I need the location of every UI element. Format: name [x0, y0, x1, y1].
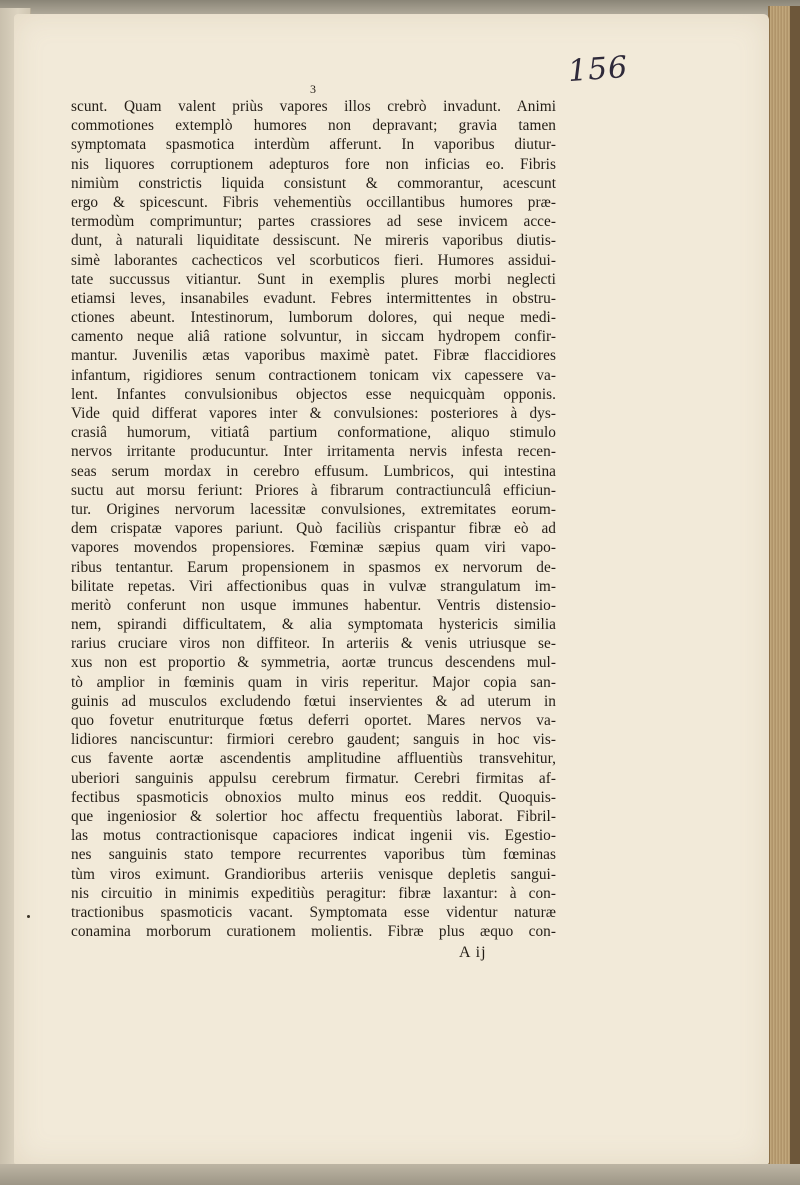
text-line: symptomata spasmotica interdùm afferunt. In vaporibus diutur-: [71, 136, 556, 154]
text-line: infantum, rigidiores senum contractionem tonicam vix capessere va-: [71, 366, 556, 384]
text-line: cus favente aortæ ascendentis amplitudine affluentiùs transvehitur,: [71, 750, 556, 768]
text-line: ctiones abeunt. Intestinorum, lumborum dolores, qui neque medi-: [71, 309, 556, 327]
text-line: vapores movendos propensiores. Fœminæ sæpius quam viri vapo-: [71, 539, 556, 557]
text-line: meritò conferunt non usque immunes habentur. Ventris distensio-: [71, 596, 556, 614]
text-line: fectibus spasmoticis obnoxios multo minus eos reddit. Quoquis-: [71, 788, 556, 806]
text-line: lent. Infantes convulsionibus objectos esse nequicquàm opponis.: [71, 385, 556, 403]
scan-bottom-shadow: [0, 1164, 800, 1185]
page-number: 3: [310, 82, 316, 96]
text-line: nes sanguinis stato tempore recurrentes vaporibus tùm fœminas: [71, 846, 556, 864]
text-line: termodùm comprimuntur; partes crassiores ad sese invicem acce-: [71, 213, 556, 231]
text-line: crasiâ humorum, vitiatâ partium conformatione, aliquo stimulo: [71, 424, 556, 442]
text-line: uberiori sanguinis appulsu cerebrum firmatur. Cerebri firmitas af-: [71, 769, 556, 787]
handwritten-folio-number: 156: [566, 49, 630, 90]
text-line: las motus contractionisque capaciores indicat ingenii vis. Egestio-: [71, 827, 556, 845]
text-line: mantur. Juvenilis ætas vaporibus maximè patet. Fibræ flaccidiores: [71, 347, 556, 365]
text-line: que ingeniosior & solertior hoc affectu frequentiùs laborat. Fibril-: [71, 807, 556, 825]
signature-mark: A ij: [459, 944, 487, 961]
text-line: tractionibus spasmoticis vacant. Symptomata esse videntur naturæ: [71, 903, 556, 921]
text-line: tùm viros eximunt. Grandioribus arteriis venisque depletis sangui-: [71, 865, 556, 883]
text-line: suctu aut morsu feriunt: Priores à fibrarum contractiunculâ efficiun-: [71, 481, 556, 499]
text-line: scunt. Quam valent priùs vapores illos crebrò invadunt. Animi: [71, 98, 556, 115]
text-line: quo fovetur enutriturque fœtus deferri oportet. Mares nervos va-: [71, 712, 556, 729]
text-line: etiamsi leves, insanabiles evadunt. Febres intermittentes in obstru-: [71, 289, 556, 307]
text-line: dunt, à naturali liquiditate dessiscunt. Ne mireris vaporibus diutis-: [71, 232, 556, 250]
text-line: camento neque aliâ ratione solvuntur, in siccam hydropem confir-: [71, 328, 556, 346]
text-line: simè laborantes cachecticos vel scorbuticos fieri. Humores assidui-: [71, 251, 556, 269]
text-line: lidiores nanciscuntur: firmiori cerebro gaudent; sanguis in hoc vis-: [71, 731, 556, 749]
text-line: rarius cruciare viros non diffiteor. In arteriis & venis utriusque se-: [71, 635, 556, 653]
ink-speck: [27, 915, 30, 918]
text-line: nervos irritante producuntur. Inter irritamenta nervis infesta recen-: [71, 443, 556, 461]
text-line: ergo & spicescunt. Fibris vehementiùs occillantibus humores præ-: [71, 193, 556, 211]
text-line: guinis ad musculos excludendo fœtui inservientes & ad uterum in: [71, 692, 556, 710]
text-line: tate succussus vitiantur. Sunt in exemplis plures morbi neglecti: [71, 270, 556, 288]
text-line: conamina morborum curationem molientis. Fibræ plus æquo con-: [71, 923, 556, 941]
text-line: ribus tentantur. Earum propensionem in spasmos ex nervorum de-: [71, 558, 556, 576]
text-line: commotiones extemplò humores non depravant; gravia tamen: [71, 117, 556, 135]
text-line: Vide quid differat vapores inter & convulsiones: posteriores à dys-: [71, 405, 556, 422]
text-line: seas serum mordax in cerebro effusum. Lumbricos, qui intestina: [71, 462, 556, 480]
text-line: nis liquores corruptionem adepturos fore non inficias eo. Fibris: [71, 155, 556, 173]
text-line: nimiùm constrictis liquida consistunt & commorantur, acescunt: [71, 174, 556, 192]
text-line: xus non est proportio & symmetria, aortæ truncus descendens mul-: [71, 654, 556, 672]
body-text: [71, 97, 556, 941]
text-line: nem, spirandi difficultatem, & alia symptomata hystericis similia: [71, 616, 556, 634]
text-line: tur. Origines nervorum lacessitæ convulsiones, extremitates eorum-: [71, 500, 556, 518]
book-binding-edge: [790, 6, 800, 1176]
text-line: tò amplior in fœminis quam in viris reperitur. Major copia san-: [71, 673, 556, 691]
text-line: dem crispatæ vapores pariunt. Quò faciliùs crispantur fibræ eò ad: [71, 520, 556, 538]
text-line: nis circuitio in minimis expeditiùs peragitur: fibræ laxantur: à con-: [71, 884, 556, 902]
text-line: bilitate repetas. Viri affectionibus quas in vulvæ strangulatum im-: [71, 577, 556, 595]
